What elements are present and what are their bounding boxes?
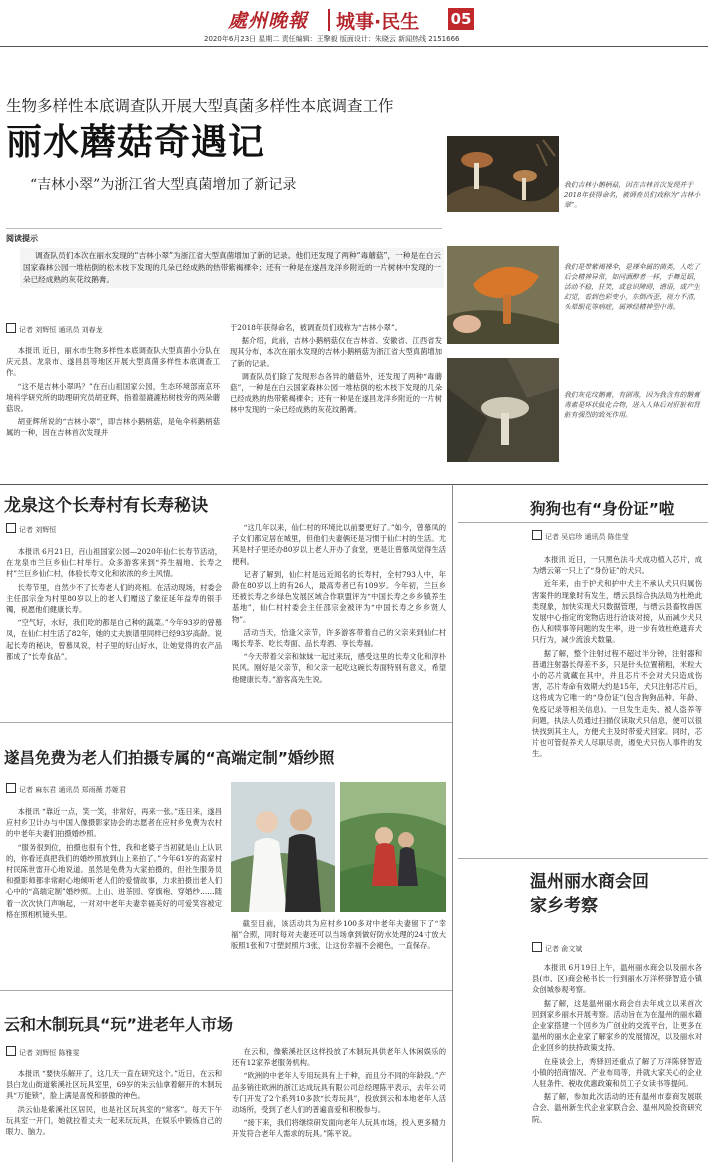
wedding-photo-2-art bbox=[340, 782, 446, 912]
byline-box-icon bbox=[532, 942, 542, 952]
dogs-body bbox=[532, 554, 702, 850]
lead-col1-para: 本报讯 近日，丽水市生物多样性本底调查队大型真菌小分队在庆元县、龙泉市、遂昌县等地区开展大型真菌多样性本底调查工作。 bbox=[6, 346, 220, 378]
mushroom-caption-1: 我们吉林小鹅柄菇，因在吉林首次发现并于2018年获得命名，被调查员们戏称为“吉林小翠”。 bbox=[564, 181, 701, 209]
longevity-col1-para: “空气好，水好，我们吃的都是自己种的蔬菜。”今年93岁的曾慕凤，在仙仁村生活了82年，她的丈夫族谱里同样已经93岁高龄。说起长寿的秘诀，曾慕凤说，村子里的好山好水，让她觉得的农产品都成了“长寿食品”。 bbox=[6, 618, 222, 661]
lead-col1-para: “这不是吉林小翠吗？”在百山祖国家公园，生态环境部南京环境科学研究所的助理研究员胡亚辉，指着湿漉漉枯树枝旁的两朵蘑菇说。 bbox=[6, 381, 220, 414]
chamber-title: 温州丽水商会回家乡考察 bbox=[530, 872, 649, 916]
page-number: 05 bbox=[448, 8, 474, 30]
lead-col1-para: 胡亚辉所说的“吉林小翠”，即吉林小鹅柄菇，是龟伞科鹅柄菇属的一种，因在吉林首次发现并 bbox=[6, 417, 220, 438]
mushroom-photo-2-art bbox=[447, 246, 559, 344]
longevity-col2-para: 活动当天，恰逢父亲节，许多游客带着自己的父亲来到仙仁村喝长寿茶、吃长寿面、品长寿酒、享长寿福。 bbox=[232, 627, 446, 649]
mushroom-photo-1-art bbox=[447, 136, 559, 212]
dogs-byline-text: 记者 吴启珍 通讯员 陈佳莹 bbox=[545, 533, 629, 541]
masthead bbox=[0, 0, 708, 46]
lead-bottom-rule bbox=[0, 484, 708, 485]
wedding-col1-para: 本报讯 “靠近一点，笑一笑，非常好，再来一张。”连日来，遂昌应村乡卫计办与中国人像摄影家协会的志愿者在应村乡免费为农村的中老年夫妻们拍摄婚纱照。 bbox=[6, 807, 222, 839]
masthead-divider bbox=[328, 9, 330, 31]
chamber-para: 据了解，参加此次活动的还有温州市泰商发展联合会、温州新生代企业家联合会、温州风险投资研究院。 bbox=[532, 1092, 702, 1124]
toys-byline bbox=[6, 1046, 206, 1058]
toys-col1 bbox=[6, 1068, 222, 1160]
longevity-title: 龙泉这个长寿村有长寿秘诀 bbox=[4, 496, 208, 516]
mushroom-photo-1 bbox=[447, 136, 559, 212]
longevity-col2-para: 记者了解到，仙仁村是远近闻名的长寿村，全村793人中，年龄在80岁以上的有26人，最高寿者已有109岁。今年初，兰巨乡还被长寿之乡绿色发展区域合作联盟评为“中国长寿之乡乡镇养生基地”，仙仁村村委会主任邵宗金被评为“中国长寿之乡乡贤人物”。 bbox=[232, 569, 446, 624]
byline-box-icon bbox=[532, 530, 542, 540]
byline-box-icon bbox=[6, 1046, 16, 1056]
lead-col2-para: 据介绍，此前，吉林小鹅柄菇仅在吉林省、安徽省、江西省发现其分布，本次在丽水发现的吉林小鹅柄菇为浙江省大型真菌增加了新的记录。 bbox=[230, 336, 442, 368]
mushroom-photo-2 bbox=[447, 246, 559, 344]
wedding-photo-1-art bbox=[231, 782, 335, 912]
wedding-col2-para: 截至目前，该活动共为应村乡100多对中老年夫妻留下了“幸福”合照，同时每对夫妻还可以当场拿到做好防水处理的24寸放大版照1张和7寸塑封照片3张，让这份幸福不会褪色，一直保存。 bbox=[231, 919, 446, 951]
dogs-para: 据了解，整个注射过程不超过半分钟，注射器和普通注射器长得差不多，只是针头位置稍粗，米粒大小的芯片就藏在其中，并且芯片不会对犬只造成伤害，芯片寿命有效期大约是15年，犬只注射芯片后，这将成为它唯一的“身份证”(包含狗狗品种、年龄、免疫记录等相关信息)。一旦发生走失、被人盗养等问题，执法人员通过扫描仪读取犬只信息，便可以很快找到其主人，方便犬主及时带爱犬回家。同时，芯片也可管促养犬人尽职尽责，遏免犬只伤人事件的发生。 bbox=[532, 648, 702, 759]
lead-guide-rule bbox=[6, 228, 442, 229]
longevity-col1-para: 长寿节里，自然少不了长寿老人们的亮相。在活动现场，村委会主任邵宗金为村里80岁以上的老人们赠送了象征延年益寿的银手镯，祝愿他们健康长寿。 bbox=[6, 582, 222, 615]
mushroom-photo-3-art bbox=[447, 358, 559, 462]
longevity-col2-para: “这几年以来，仙仁村的环境比以前要更好了。”如今，曾慕凤的子女们都定居在城里，但他们夫妻俩还是习惯于仙仁村的生活。尤其是村子里还办80岁以上老人开办了食堂，更是让曾慕凤觉得生活便利。 bbox=[232, 523, 446, 566]
lead-title: 丽水蘑菇奇遇记 bbox=[6, 122, 266, 163]
toys-col2-para: 在云和，像紫溪社区这样投放了木制玩具供老年人休闲娱乐的还有12家养老服务机构。 bbox=[232, 1047, 446, 1068]
lead-guide-text: 调查队员们本次在丽水发现的“吉林小翠”为浙江省大型真菌增加了新的记录。他们还发现了两种“毒蘑菇”，一种是在白云国家森林公园一堆枯倒的松木枝下发现的几朵已经成熟的热带紫褐裸伞；还有一种是在遂昌龙洋乡附近的一片树林中发现的一朵已经成熟的灰花纹鹅膏。 bbox=[20, 248, 444, 288]
wedding-byline bbox=[6, 783, 226, 795]
longevity-byline bbox=[6, 523, 206, 535]
right-column-divider bbox=[452, 484, 453, 1162]
mushroom-caption-2: 我们是带紫褐裸伞，是裸伞属的菌类，人吃了后会精神异常，如同酒醉者一样，手舞足蹈，活动不稳，狂笑，或意识障碍，谵语，或产生幻觉，看到色彩变小，东倒西歪，视力不清，头晕眼花等病症，属神经精神型中毒。 bbox=[564, 263, 700, 311]
dogs-byline bbox=[532, 530, 708, 542]
dogs-title-rule bbox=[458, 522, 708, 523]
wedding-col2 bbox=[231, 918, 446, 982]
lead-subtitle: “吉林小翠”为浙江省大型真菌增加了新记录 bbox=[30, 177, 297, 193]
lead-col1 bbox=[6, 345, 220, 479]
chamber-body bbox=[532, 962, 702, 1160]
wedding-photo-1 bbox=[231, 782, 335, 912]
lead-kicker: 生物多样性本底调查队开展大型真菌多样性本底调查工作 bbox=[6, 97, 394, 115]
paper-name: 處州晚報 bbox=[228, 10, 309, 32]
wedding-bottom-rule bbox=[0, 990, 452, 991]
toys-col1-para: 本报讯 “要快乐解开了，这几天一直在研究这个。”近日，在云和县白龙山街道紫溪社区玩具室里，69岁的朱云仙拿着解开的木制玩具“万能锁”，脸上满是喜悦和骄傲的神色。 bbox=[6, 1069, 222, 1101]
wedding-col1 bbox=[6, 806, 222, 982]
longevity-col1-para: 本报讯 6月21日，百山祖国家公园—2020年仙仁长寿节活动，在龙泉市兰巨乡仙仁村举行。众多游客来到“养生福地、长寿之村”兰巨乡仙仁村，体验长寿文化和浓浓的乡土风情。 bbox=[6, 547, 222, 579]
mushroom-caption-3: 我们灰花纹鹅膏，有剧毒，因为我含有的鹅膏毒素是环状肽化合物，进入人体后对肝脏和肾脏有强烈的致死作用。 bbox=[564, 391, 700, 419]
toys-title: 云和木制玩具“玩”进老年人市场 bbox=[4, 1015, 234, 1034]
longevity-bottom-rule bbox=[0, 722, 452, 723]
byline-box-icon bbox=[6, 523, 16, 533]
mushroom-photo-3 bbox=[447, 358, 559, 462]
lead-byline-text: 记者 刘辉恒 通讯员 刘春龙 bbox=[19, 326, 103, 334]
dogs-bottom-rule bbox=[458, 858, 708, 859]
toys-byline-text: 记者 刘辉恒 陈雅雯 bbox=[19, 1049, 80, 1057]
wedding-photo-2 bbox=[340, 782, 446, 912]
toys-col2-para: “接下来，我们将继续研发面向老年人玩具市场，投入更多精力开发符合老年人需求的玩具。”陈平说。 bbox=[232, 1118, 446, 1139]
section-name: 城事·民生 bbox=[336, 11, 420, 33]
longevity-col2-para: “今天带着父亲和妹妹一起过来玩，感受这里的长寿文化和淳朴民风。刚好是父亲节，和父亲一起吃这碗长寿面特别有意义，希望他健康长寿。”游客高先生说。 bbox=[232, 652, 446, 684]
longevity-byline-text: 记者 刘辉恒 bbox=[19, 526, 57, 534]
dogs-para: 本报讯 近日，一只黑色法斗犬成功植入芯片，成为缙云第一只上了“身份证”的犬只。 bbox=[532, 555, 702, 576]
byline-box-icon bbox=[6, 323, 16, 333]
chamber-para: 据了解，这是温州丽水商会自去年成立以来首次回到家乡丽水开展考察。活动旨在为在温州的丽水籍企业家搭建一个回乡为广创业的交流平台，让更多在温州的丽水企业家了解家乡的发展情况，以及丽水对企业回乡的扶持政策支持。 bbox=[532, 998, 702, 1053]
wedding-title: 遂昌免费为老人们拍摄专属的“高端定制”婚纱照 bbox=[4, 749, 335, 767]
chamber-para: 本报讯 6月19日上午，温州丽水商会以及丽水各县(市、区)商会秘书长一行到丽水万洋杯驿智造小镇众创城参观考察。 bbox=[532, 963, 702, 995]
wedding-col1-para: “服务很到位，拍摄也很有个性，我和老婆子当初就是山上认识的，你看还真把我们的婚纱照放到山上来拍了。”今年61岁的高家村村民陈世雷开心地说道。虽然是免费为大家拍摄的，但社生服务员和摄影师都非常耐心地倾听老人们的爱情故事，力求拍摄出老人们心中的“高端定制”婚纱照。上山、进茶园、穿旗袍、穿婚纱……随着一次次快门声响起，一对对中老年夫妻幸福美好的可爱笑容被定格在照相机镜头里。 bbox=[6, 842, 222, 919]
chamber-byline-text: 记者 俞文斌 bbox=[545, 945, 583, 953]
masthead-info-line: 2020年6月23日 星期二 责任编辑：王擎毅 版面设计：朱晓云 新闻热线 2151666 bbox=[204, 35, 460, 43]
lead-guide-label: 阅读提示 bbox=[6, 234, 38, 243]
chamber-byline bbox=[532, 942, 708, 954]
byline-box-icon bbox=[6, 783, 16, 793]
lead-col2-para: 调查队员们除了发现形态各异的蘑菇外，还发现了两种“毒蘑菇”，一种是在白云国家森林公园一堆枯倒的松木枝下发现的几朵已经成熟的热带紫褐裸伞；还有一种是在遂昌龙洋乡附近的一片树林中发现的一朵已经成熟的灰花纹鹅膏。 bbox=[230, 371, 442, 415]
toys-col2 bbox=[232, 1046, 446, 1160]
lead-col2 bbox=[230, 322, 442, 480]
masthead-rule bbox=[0, 46, 708, 47]
chamber-para: 在座谈会上，秀驿回还重点了解了万洋陈驿智造小镇的招商情况、产业布局等，并就大家关心的企业人驻条件、税收优惠政策和员工子女读书等提问。 bbox=[532, 1056, 702, 1089]
wedding-byline-text: 记者 麻东君 通讯员 郑雨薇 苏姬君 bbox=[19, 786, 126, 794]
toys-col1-para: 洪云仙是紫溪社区居民，也是社区玩具室的“常客”。每天下午玩具室一开门，她就拉着丈夫一起来玩玩具，在娱乐中锻炼自己的眼力、脑力。 bbox=[6, 1104, 222, 1137]
lead-col2-para: 于2018年获得命名，被调查员们戏称为“吉林小翠”。 bbox=[230, 323, 402, 332]
lead-byline bbox=[6, 323, 226, 335]
dogs-para: 近年来，由于护犬和护中犬主不承认犬只归属伤害案件的现象时有发生，缙云县综合执法局为杜绝此类现象，加快实现犬只数据管理，与缙云县畜牧兽医发展中心指定的宠物店进行洽谈对接，从而减少犬只伤人和犊事等问题的发生率，进一步有效杜绝遗弃犬只行为，减少流浪犬数量。 bbox=[532, 579, 702, 645]
dogs-title: 狗狗也有“身份证”啦 bbox=[530, 500, 675, 518]
longevity-col1 bbox=[6, 546, 222, 712]
longevity-col2 bbox=[232, 522, 446, 712]
toys-col2-para: “欧洲的中老年人专用玩具有上千种，而且分不同的年龄段。”产品多销往欧洲的浙江达成玩具有限公司总经理陈平表示，去年公司专门开发了2个系列10多款“长寿玩具”，投放到云和本地老年人活动场所，受到了老人们的普遍喜爱和积极参与。 bbox=[232, 1071, 446, 1115]
